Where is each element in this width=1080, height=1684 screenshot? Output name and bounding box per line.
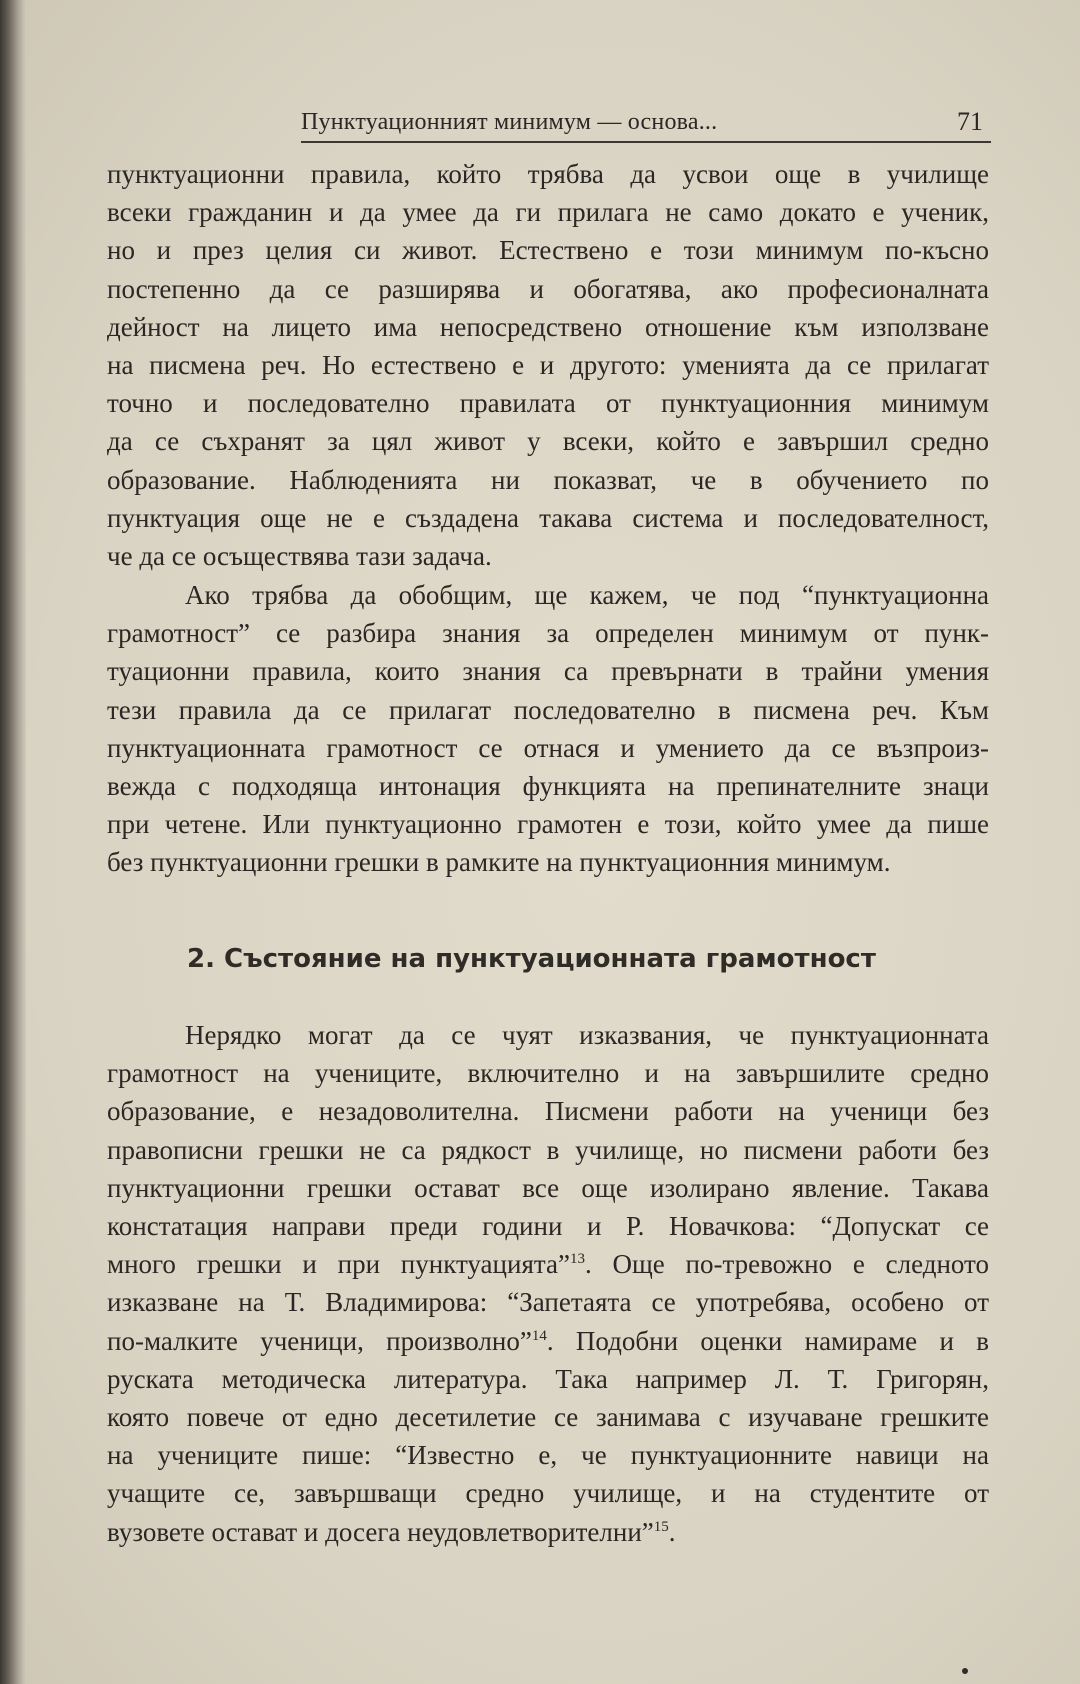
text-line: на писмена реч. Но естествено е и другото: уменията да се прилагат	[107, 350, 989, 381]
text-line: Ако трябва да обобщим, ще кажем, че под “пунктуационна	[185, 580, 989, 610]
section-heading: 2. Състояние на пунктуационната грамотност	[187, 944, 876, 974]
text-line: образование, е незадоволителна. Писмени работи на ученици без	[107, 1096, 989, 1127]
text-line: туационни правила, които знания са превърнати в трайни умения	[107, 656, 989, 687]
text-line: но и през целия си живот. Естествено е този минимум по-късно	[107, 235, 989, 266]
text-line: грамотност” се разбира знания за определен минимум от пунк-	[107, 618, 989, 649]
text-line: постепенно да се разширява и обогатява, ако професионалната	[107, 273, 989, 304]
paragraph-1	[107, 155, 989, 575]
text-line: констатация направи преди години и Р. Новачкова: “Допускат се	[107, 1211, 989, 1242]
footnote-ref-15: 15	[653, 1518, 669, 1535]
paragraph-3	[107, 1016, 989, 1551]
text-line: която повече от едно десетилетие се занимава с изучаване грешките	[107, 1402, 989, 1433]
text-line: пунктуация още не е създадена такава система и последователност,	[107, 502, 989, 533]
text-line: образование. Наблюденията ни показват, че в обучението по	[107, 464, 989, 495]
text-segment: . Още по-тревожно е следното	[584, 1249, 989, 1280]
text-line: че да се осъществява тази задача.	[107, 541, 492, 572]
running-head	[301, 107, 991, 143]
text-line	[107, 1245, 989, 1283]
text-segment: . Подобни оценки намираме и в	[546, 1325, 989, 1356]
text-segment: .	[668, 1516, 676, 1547]
book-page	[26, 0, 1080, 1684]
page-number: 71	[957, 107, 983, 136]
text-line: пунктуационната грамотност се отнася и умението да се възпроиз-	[107, 732, 989, 763]
text-line: пунктуационни грешки остават все още изолирано явление. Такава	[107, 1172, 989, 1203]
text-line: учащите се, завършващи средно училище, и на студентите от	[107, 1478, 989, 1509]
text-line: пунктуационни правила, който трябва да усвои още в училище	[107, 159, 989, 189]
text-line: руската методическа литература. Така например Л. Т. Григорян,	[107, 1363, 989, 1394]
footnote-ref-14: 14	[531, 1327, 547, 1344]
text-segment: по-малките ученици, произволно”	[107, 1325, 532, 1356]
text-line: дейност на лицето има непосредствено отношение към използване	[107, 311, 989, 342]
text-line: вежда с подходяща интонация функцията на препинателните знаци	[107, 771, 989, 802]
text-line: правописни грешки не са рядкост в училище, но писмени работи без	[107, 1134, 989, 1165]
text-line: тези правила да се прилагат последователно в писмена реч. Към	[107, 694, 989, 725]
text-segment: вузовете остават и досега неудовлетворителни”	[107, 1516, 654, 1547]
text-line: точно и последователно правилата от пунктуационния минимум	[107, 388, 989, 419]
text-line: Нерядко могат да се чуят изказвания, че пунктуационната	[185, 1020, 989, 1050]
text-line: всеки гражданин и да умее да ги прилага не само докато е ученик,	[107, 197, 989, 228]
running-head-title: Пунктуационният минимум — основа...	[301, 109, 718, 135]
text-segment: много грешки и при пунктуацията”	[107, 1249, 570, 1280]
print-speck	[962, 1668, 968, 1674]
text-line: при четене. Или пунктуационно грамотен е този, който умее да пише	[107, 809, 989, 840]
text-line: изказване на Т. Владимирова: “Запетаята се употребява, особено от	[107, 1287, 989, 1318]
footnote-ref-13: 13	[569, 1251, 585, 1268]
text-line: грамотност на учениците, включително и на завършилите средно	[107, 1058, 989, 1089]
text-line	[107, 1322, 989, 1360]
text-line: без пунктуационни грешки в рамките на пунктуационния минимум.	[107, 847, 891, 878]
paragraph-2	[107, 576, 989, 882]
text-line: на учениците пише: “Известно е, че пунктуационните навици на	[107, 1440, 989, 1471]
book-spine-shadow	[0, 0, 26, 1684]
text-line	[107, 1513, 989, 1551]
text-line: да се съхранят за цял живот у всеки, който е завършил средно	[107, 426, 989, 457]
